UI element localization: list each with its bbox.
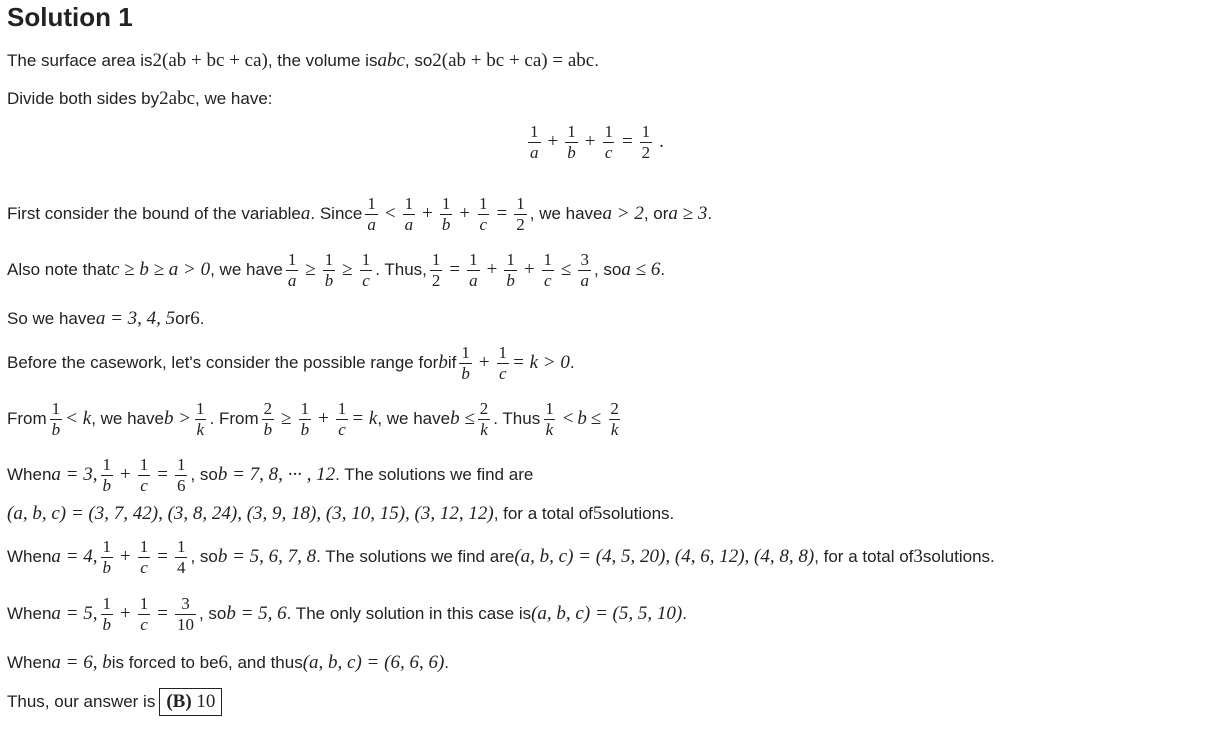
paragraph-case-a3: When a = 3, $\frac{1}{b}$ + $\frac{1}{c}$ = $\frac{1}{6}$ , so b = 7, 8, ··· , 12 . The solutions we find are [7, 455, 534, 495]
text: , for a total of [814, 547, 914, 567]
text: Before the casework, let's consider the possible range for [7, 353, 439, 373]
text: , so [190, 465, 218, 485]
text: . [569, 353, 575, 373]
math: a > 2 [602, 203, 644, 225]
text: Divide both sides by [7, 89, 160, 108]
fraction: $\frac{1}{2}$ [516, 194, 525, 234]
fraction: $\frac{1}{b}$ [506, 250, 515, 290]
text: , and thus [228, 653, 303, 672]
paragraph-divide [7, 88, 273, 110]
page-title: Solution 1 [7, 2, 133, 32]
fraction: $\frac{1}{k}$ [545, 399, 554, 439]
text: First consider the bound of the variable [7, 204, 301, 224]
math: (a, b, c) = (4, 5, 20), (4, 6, 12), (4, 8, 8) [514, 546, 815, 568]
fraction: $\frac{1}{c}$ [498, 343, 508, 383]
fraction: $\frac{1}{6}$ [176, 455, 186, 495]
text: solutions. [922, 547, 995, 567]
fraction: $\frac{1}{k}$ [196, 399, 205, 439]
math: a ≥ 3 [668, 203, 708, 225]
math: a = 3, 4, 5 [95, 308, 176, 329]
text: When [7, 547, 52, 567]
paragraph-order: Also note that c ≥ b ≥ a > 0 , we have $\frac{1}{a}$ ≥ $\frac{1}{b}$ ≥ $\frac{1}{c}$ . Thus, $\frac{1}{2}$ = $\frac{1}{a}$ + $\frac{1}{b}$ + $\frac{1}{c}$ ≤ $\frac{3}{a}$ , so a ≤ 6 . [7, 250, 666, 290]
text: , we have: [195, 89, 273, 108]
text: . From [209, 409, 259, 429]
paragraph-case-a6 [7, 652, 449, 674]
text: . [660, 260, 666, 280]
math: c ≥ b ≥ a > 0 [110, 259, 211, 281]
fraction: $\frac{1}{b}$ [51, 399, 61, 439]
display-equation: $\frac{1}{a}$ + $\frac{1}{b}$ + $\frac{1}{c}$ = $\frac{1}{2}$ . [530, 122, 664, 162]
text: When [7, 653, 52, 672]
text: Thus, our answer is [7, 692, 156, 711]
fraction: $\frac{1}{c}$ [139, 537, 149, 577]
fraction: $\frac{1}{c}$ [604, 122, 613, 162]
math: a = 3, [51, 464, 98, 486]
text: From [7, 409, 47, 429]
math: abc [377, 50, 405, 71]
text: , we have [529, 204, 603, 224]
text: When [7, 465, 52, 485]
math: 6 [190, 308, 200, 329]
text: . The only solution in this case is [286, 604, 532, 624]
text: Also note that [7, 260, 111, 280]
fraction: $\frac{1}{a}$ [469, 250, 478, 290]
math: (a, b, c) = (3, 7, 42), (3, 8, 24), (3, 9, 18), (3, 10, 15), (3, 12, 12) [7, 503, 494, 524]
fraction: $\frac{1}{c}$ [337, 399, 347, 439]
math: a ≤ 6 [621, 259, 661, 281]
text: The surface area is [7, 51, 153, 70]
fraction: $\frac{3}{a}$ [580, 250, 589, 290]
fraction: $\frac{1}{a}$ [530, 122, 539, 162]
fraction: $\frac{1}{b}$ [324, 250, 334, 290]
paragraph-solutions-a3 [7, 503, 674, 525]
text: . [707, 204, 713, 224]
fraction: $\frac{1}{b}$ [102, 537, 111, 577]
math: 2(ab + bc + ca) = abc [432, 50, 595, 71]
fraction: $\frac{1}{c}$ [361, 250, 371, 290]
paragraph-bound-a: First consider the bound of the variable a . Since $\frac{1}{a}$ < $\frac{1}{a}$ + $\frac{1}{b}$ + $\frac{1}{c}$ = $\frac{1}{2}$ , we have a > 2 , or a ≥ 3 . [7, 194, 713, 234]
paragraph-b-bounds: From $\frac{1}{b}$ < k , we have b > $\frac{1}{k}$ . From $\frac{2}{b}$ ≥ $\frac{1}{b}$ + $\frac{1}{c}$ = k , we have b ≤ $\frac{2}{k}$ . Thus $\frac{1}{k}$ < b ≤ $\frac{2}{k}$ [7, 399, 619, 439]
paragraph-case-a5: When a = 5, $\frac{1}{b}$ + $\frac{1}{c}$ = $\frac{3}{10}$ , so b = 5, 6 . The only solution in this case is (a, b, c) = (5, 5, 10) . [7, 594, 687, 634]
fraction: $\frac{1}{b}$ [102, 455, 111, 495]
text: , so [593, 260, 622, 280]
fraction: $\frac{1}{b}$ [567, 122, 576, 162]
text: , we have [210, 260, 283, 280]
math: 6 [218, 652, 229, 673]
text: . [444, 653, 450, 672]
fraction: $\frac{1}{2}$ [641, 122, 651, 162]
text: , we have [377, 409, 451, 429]
math: a = 5, [51, 603, 98, 625]
text: , so [404, 51, 433, 70]
text: . The solutions we find are [335, 465, 534, 485]
text: . Since [310, 204, 363, 224]
math: (a, b, c) = (6, 6, 6) [302, 652, 445, 673]
fraction: $\frac{2}{k}$ [610, 399, 619, 439]
fraction: $\frac{1}{c}$ [139, 594, 149, 634]
math: 5 [592, 503, 603, 524]
text: So we have [7, 309, 96, 328]
text: . Thus, [375, 260, 427, 280]
math: b = 5, 6 [226, 603, 287, 625]
math: b ≤ [450, 408, 475, 430]
text: , so [198, 604, 227, 624]
math: 2(ab + bc + ca) [152, 50, 268, 71]
math: b > [163, 408, 192, 430]
text: , so [190, 547, 218, 567]
fraction: $\frac{1}{b}$ [102, 594, 111, 634]
text: , or [643, 204, 669, 224]
paragraph-answer [7, 688, 222, 716]
paragraph-range-b: Before the casework, let's consider the possible range for b if $\frac{1}{b}$ + $\frac{1}{c}$ = k > 0 . [7, 343, 575, 383]
fraction: $\frac{1}{2}$ [431, 250, 441, 290]
fraction: $\frac{3}{10}$ [176, 594, 194, 634]
fraction: $\frac{1}{4}$ [176, 537, 186, 577]
math: b = 7, 8, ··· , 12 [217, 464, 336, 486]
fraction: $\frac{1}{c}$ [479, 194, 488, 234]
fraction: $\frac{1}{b}$ [300, 399, 310, 439]
fraction: $\frac{1}{a}$ [404, 194, 414, 234]
text: , the volume is [267, 51, 378, 70]
fraction: $\frac{2}{b}$ [263, 399, 273, 439]
fraction: $\frac{1}{c}$ [139, 455, 149, 495]
text: is forced to be [111, 653, 219, 672]
fraction: $\frac{1}{a}$ [367, 194, 376, 234]
math: < k [65, 408, 92, 430]
text: . [199, 309, 205, 328]
text: When [7, 604, 52, 624]
math: = k > 0 [512, 352, 570, 374]
math: 3 [913, 546, 923, 568]
math: a = 4, [51, 546, 98, 568]
text: solutions. [602, 504, 675, 523]
text: , we have [91, 409, 164, 429]
fraction: $\frac{1}{c}$ [543, 250, 553, 290]
text: . The solutions we find are [316, 547, 515, 567]
math: (a, b, c) = (5, 5, 10) [531, 603, 683, 625]
fraction: $\frac{1}{b}$ [441, 194, 451, 234]
math: = k [351, 408, 378, 430]
fraction: $\frac{1}{a}$ [287, 250, 297, 290]
paragraph-case-a4: When a = 4, $\frac{1}{b}$ + $\frac{1}{c}$ = $\frac{1}{4}$ , so b = 5, 6, 7, 8 . The solutions we find are (a, b, c) = (4, 5, 20), (4, 6, 12), (4, 8, 8) , for a total of 3 solutions. [7, 537, 995, 577]
math: b = 5, 6, 7, 8 [217, 546, 317, 568]
fraction: $\frac{1}{b}$ [461, 343, 470, 383]
text: . [682, 604, 687, 624]
text: . Thus [493, 409, 541, 429]
answer-value: 10 [196, 691, 216, 712]
text: . [594, 51, 599, 70]
paragraph-surface-area [7, 50, 599, 72]
math: a [300, 203, 311, 225]
text: if [447, 353, 457, 373]
math: a = 6, b [51, 652, 112, 673]
math: b [438, 352, 448, 374]
math: b [577, 408, 587, 430]
answer-letter: (B) [166, 691, 192, 712]
text: or [175, 309, 191, 328]
fraction: $\frac{2}{k}$ [479, 399, 489, 439]
math: 2abc [159, 88, 196, 109]
text: , for a total of [493, 504, 593, 523]
answer-box [159, 688, 222, 716]
paragraph-a-values [7, 308, 205, 330]
